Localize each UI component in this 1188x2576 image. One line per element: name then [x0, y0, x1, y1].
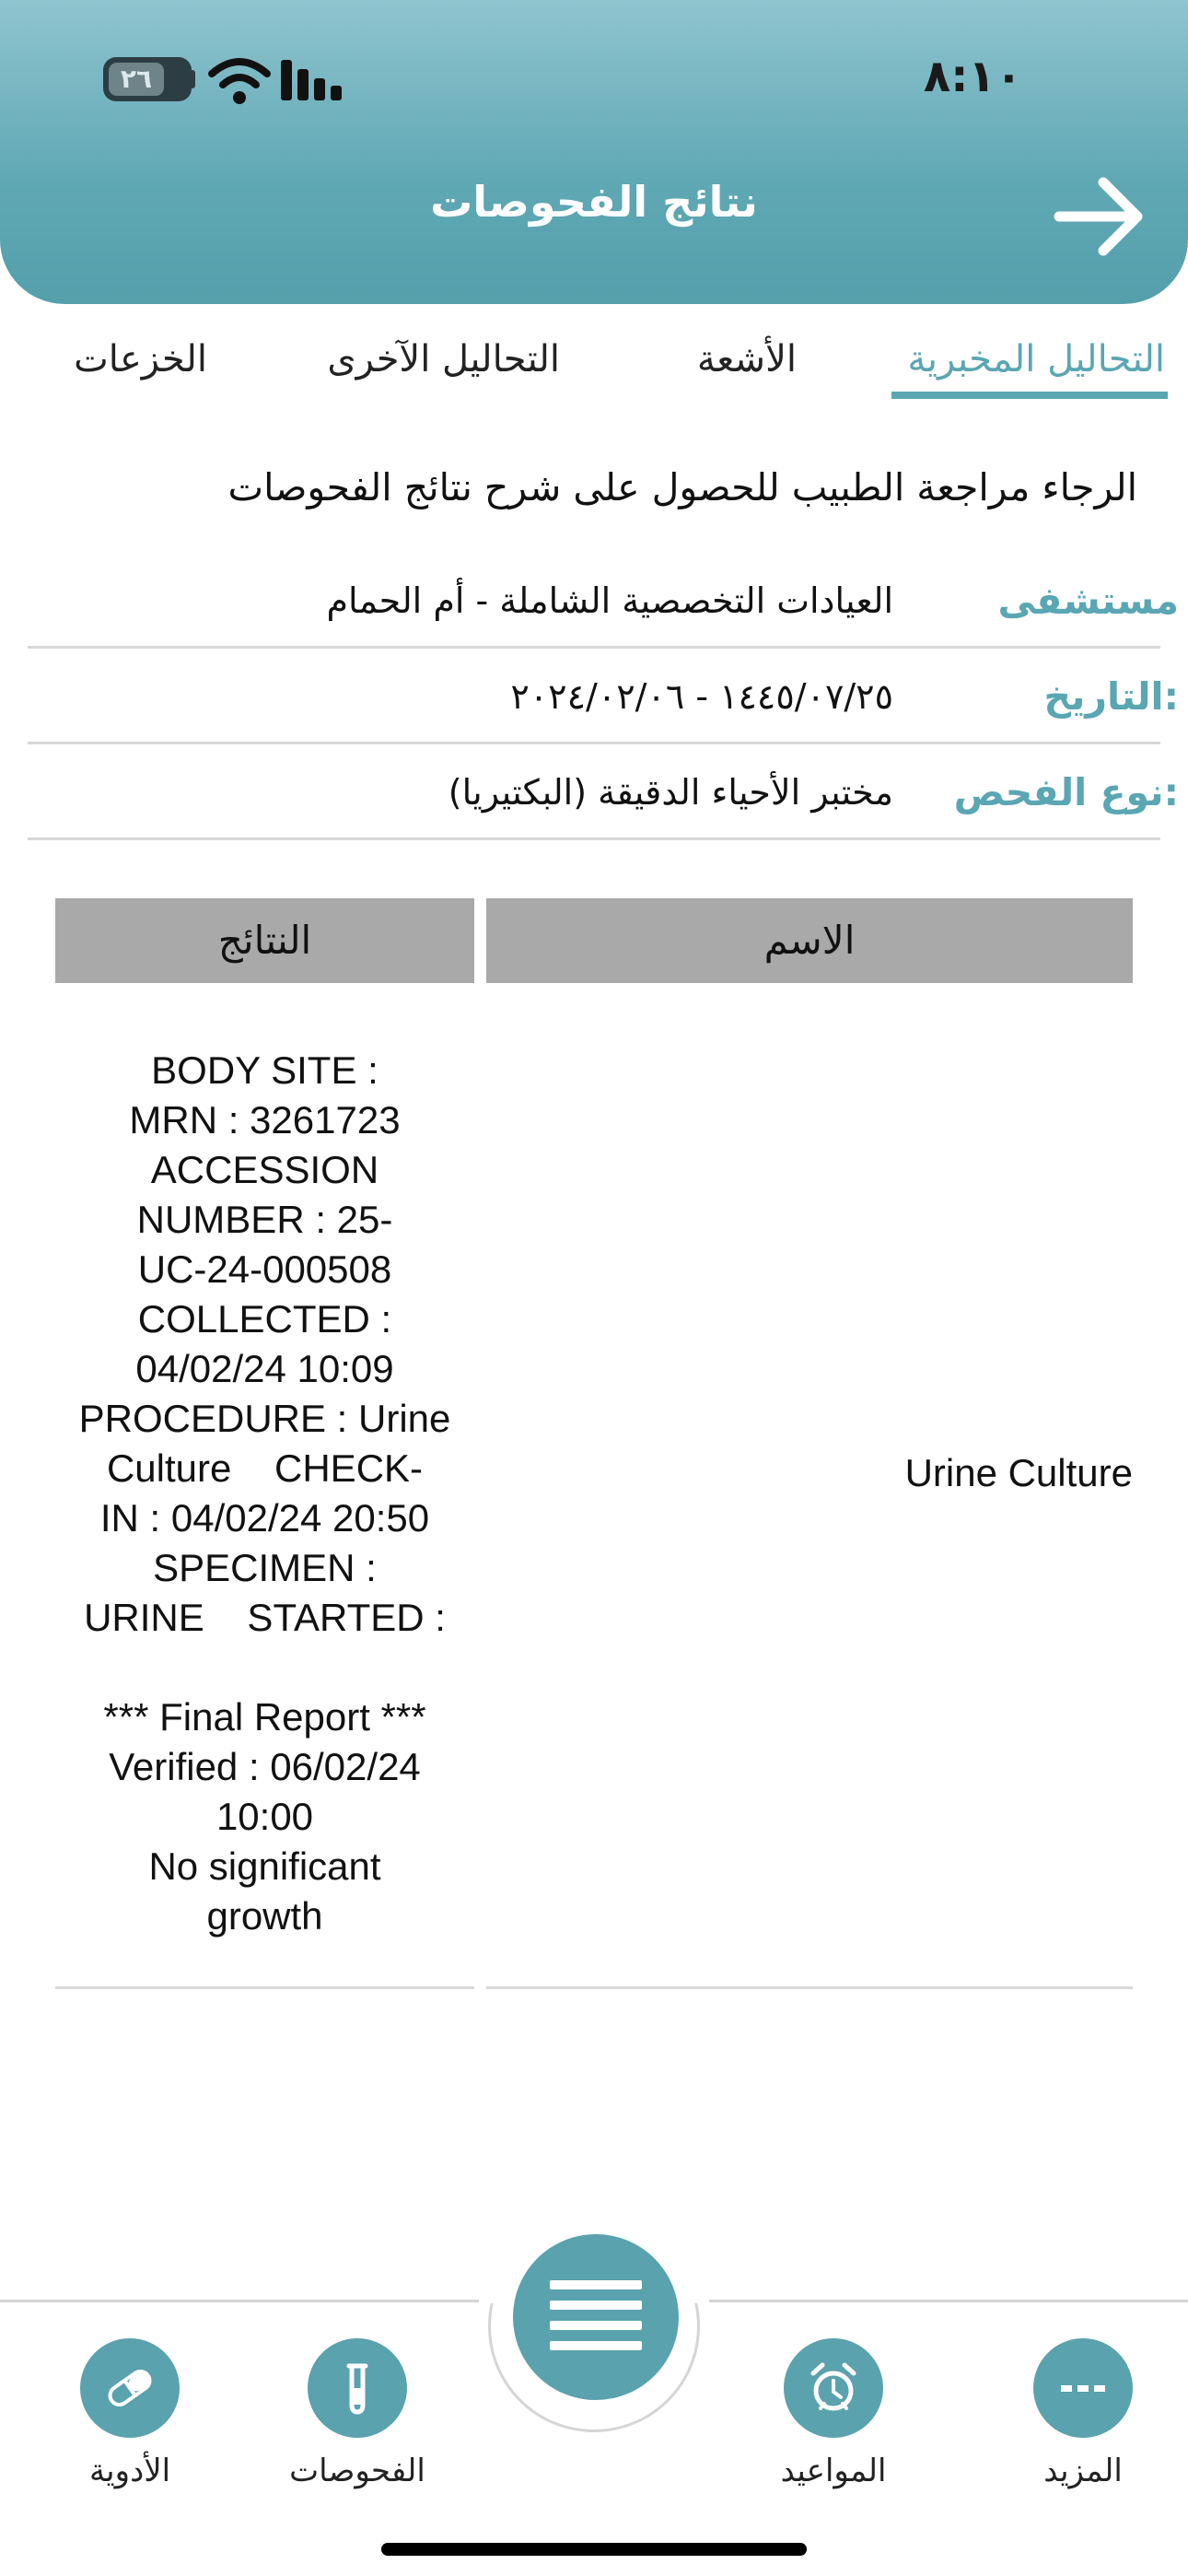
test-tube-icon: [308, 2338, 407, 2438]
nav-tests-label: الفحوصات: [289, 2453, 425, 2489]
nav-more[interactable]: [1009, 2338, 1157, 2489]
more-icon: [1033, 2338, 1133, 2438]
date-label: التاريخ:: [1043, 674, 1179, 719]
results-column-header: النتائج: [55, 898, 474, 983]
row-divider: [55, 1986, 474, 1989]
battery-cap: [190, 70, 195, 88]
tab-bar: [0, 318, 1188, 401]
menu-button[interactable]: [513, 2234, 679, 2400]
status-time: ٨:١٠: [923, 51, 1022, 102]
battery-icon: [103, 57, 192, 101]
active-tab-indicator: [891, 392, 1168, 399]
page-title: نتائج الفحوصات: [430, 177, 758, 227]
name-column-header: الاسم: [486, 898, 1133, 983]
nav-medications[interactable]: [56, 2338, 204, 2489]
result-cell: BODY SITE : MRN : 3261723 ACCESSION NUMBER : 25- UC-24-000508 COLLECTED : 04/02/24 10:09 PROCEDURE : Urine Culture CHECK- IN : 04/02/24 20:50 SPECIMEN : URINE STARTED : *** Final Report *** Verified : 06/02/24 10:00 No significant growth: [78, 1048, 451, 1938]
pill-icon: [80, 2338, 180, 2438]
alarm-clock-icon: [784, 2338, 883, 2438]
date-value: ١٤٤٥/٠٧/٢٥ - ٢٠٢٤/٠٢/٠٦: [510, 676, 893, 717]
tab-radiology[interactable]: الأشعة: [696, 338, 797, 381]
hospital-value: العيادات التخصصية الشاملة - أم الحمام: [326, 580, 893, 621]
notice-text: الرجاء مراجعة الطبيب للحصول على شرح نتائج الفحوصات: [227, 465, 1137, 509]
nav-appointments[interactable]: [760, 2338, 907, 2489]
battery-level: ٢٦: [109, 63, 164, 96]
menu-icon: [550, 2341, 642, 2350]
test-type-value: (مختبر الأحياء الدقيقة (البكتيريا: [448, 772, 893, 813]
nav-tests[interactable]: [284, 2338, 431, 2489]
home-indicator: [381, 2543, 807, 2556]
test-name: Urine Culture: [904, 1451, 1133, 1494]
hospital-row: [28, 553, 1179, 649]
tab-biopsies[interactable]: الخزعات: [74, 338, 207, 381]
test-type-label: نوع الفحص:: [953, 770, 1179, 814]
row-divider: [486, 1986, 1133, 1989]
test-type-row: [28, 744, 1179, 840]
cellular-signal-icon: [281, 60, 347, 100]
hospital-label: مستشفى: [997, 579, 1179, 623]
tab-lab-tests[interactable]: التحاليل المخبرية: [907, 338, 1165, 381]
wifi-icon: [208, 55, 271, 107]
back-arrow-icon[interactable]: [1048, 166, 1149, 267]
app-header: [0, 0, 1188, 304]
menu-icon: [550, 2280, 642, 2289]
nav-medications-label: الأدوية: [88, 2453, 171, 2489]
date-row: [28, 649, 1179, 744]
menu-icon: [550, 2321, 642, 2330]
nav-appointments-label: المواعيد: [780, 2453, 887, 2489]
menu-icon: [550, 2301, 642, 2310]
nav-more-label: المزيد: [1043, 2453, 1123, 2489]
tab-other-tests[interactable]: التحاليل الآخرى: [327, 338, 560, 381]
